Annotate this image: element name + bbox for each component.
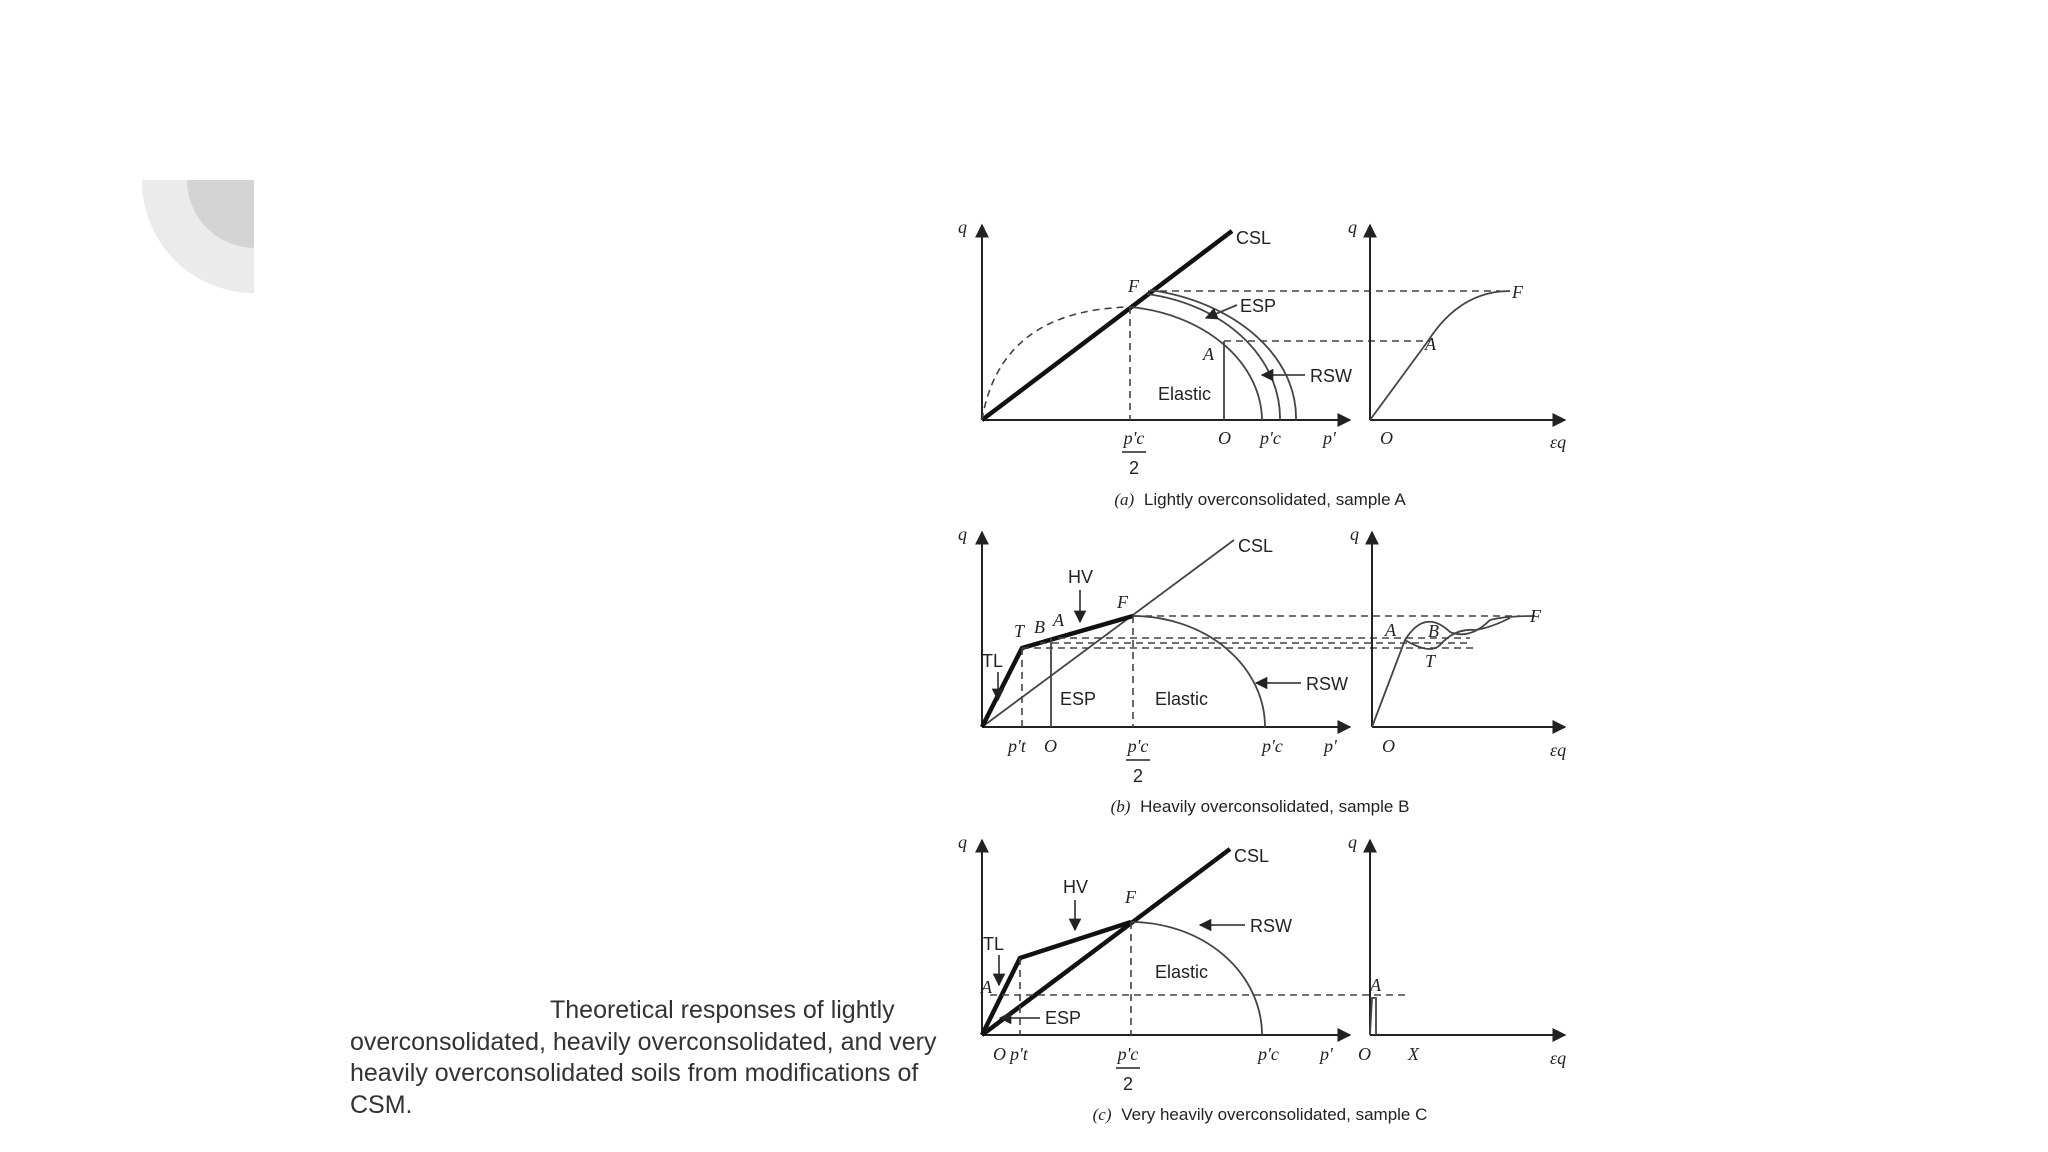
tl-label: TL: [983, 934, 1005, 954]
curve-F-label: F: [1512, 282, 1523, 302]
curve-A-label: A: [1425, 334, 1436, 354]
rsw-yield-surface: [1133, 616, 1265, 727]
hv-label: HV: [1063, 877, 1089, 897]
curve-A-label: A: [1385, 620, 1396, 640]
panel-b-letter: (b): [1110, 797, 1131, 816]
eps-q-label: εq: [1550, 432, 1567, 452]
figure-caption: Theoretical responses of lightly overconsolidated, heavily overconsolidated, and very heavily overconsolidated soils from modifications of CSM.: [350, 996, 937, 1119]
point-F-label: F: [1125, 887, 1136, 907]
pc-over-2-numerator: p'c: [1123, 428, 1145, 448]
stress-strain-curve: [1370, 998, 1376, 1035]
q-label: q: [958, 217, 967, 237]
hv-label: HV: [1068, 567, 1094, 587]
p-prime-label: p': [1320, 1044, 1333, 1064]
point-F-label: F: [1128, 276, 1139, 296]
pt-label: p't: [1008, 736, 1026, 756]
point-B-label: B: [1034, 617, 1045, 637]
panel-a-text: Lightly overconsolidated, sample A: [1143, 490, 1406, 509]
pc-label: p'c: [1260, 428, 1281, 448]
rsw-label: RSW: [1250, 916, 1292, 936]
pc-over-2-denominator: 2: [1122, 1074, 1134, 1094]
q-label: q: [958, 524, 967, 544]
esp-label: ESP: [1240, 296, 1277, 316]
panel-c: [958, 832, 1566, 1124]
curve-T-label: T: [1425, 651, 1436, 671]
esp-label: ESP: [1060, 689, 1097, 709]
rsw-label: RSW: [1310, 366, 1352, 386]
point-A-label: A: [1203, 344, 1214, 364]
pc-over-2-denominator: 2: [1132, 766, 1144, 786]
q-label-right: q: [1350, 524, 1359, 544]
q-label-right: q: [1348, 832, 1357, 852]
origin-O-right: O: [1382, 736, 1395, 756]
eps-q-label: εq: [1550, 1048, 1567, 1068]
panel-c-letter: (c): [1092, 1105, 1112, 1124]
panel-a-letter: (a): [1114, 490, 1135, 509]
point-F-label: F: [1117, 592, 1128, 612]
panel-a-caption: [1114, 490, 1406, 509]
csl-label: CSL: [1236, 228, 1272, 248]
pc-over-2-numerator: p'c: [1117, 1044, 1139, 1064]
p-prime-label: p': [1324, 736, 1337, 756]
point-A-label: A: [1053, 610, 1064, 630]
q-label: q: [958, 832, 967, 852]
panel-a: [958, 217, 1566, 509]
stress-strain-curve: [1370, 291, 1510, 420]
curve-A-label: A: [1370, 975, 1381, 995]
origin-O-label: O: [1044, 736, 1057, 756]
origin-O-label: O: [1218, 428, 1231, 448]
panel-c-caption: [1093, 1105, 1428, 1124]
curve-F-label: F: [1530, 606, 1541, 626]
pc-over-2-denominator: 2: [1128, 458, 1140, 478]
eps-q-label: εq: [1550, 740, 1567, 760]
tl-label: TL: [982, 651, 1004, 671]
esp-label: ESP: [1045, 1008, 1082, 1028]
elastic-label: Elastic: [1155, 689, 1209, 709]
curve-B-label: B: [1428, 621, 1439, 641]
origin-O-label: O: [993, 1044, 1006, 1064]
pc-label: p'c: [1258, 1044, 1279, 1064]
elastic-label: Elastic: [1158, 384, 1212, 404]
origin-O-right: O: [1380, 428, 1393, 448]
stress-strain-curve-ab: [1372, 616, 1535, 727]
q-label-right: q: [1348, 217, 1357, 237]
pt-label: p't: [1010, 1044, 1028, 1064]
csl-label: CSL: [1234, 846, 1270, 866]
panel-b-caption: [1111, 797, 1410, 816]
x-label: X: [1408, 1044, 1419, 1064]
panel-b-text: Heavily overconsolidated, sample B: [1140, 797, 1410, 816]
panel-c-text: Very heavily overconsolidated, sample C: [1121, 1105, 1428, 1124]
pc-over-2-numerator: p'c: [1127, 736, 1149, 756]
elastic-label: Elastic: [1155, 962, 1209, 982]
origin-O-right: O: [1358, 1044, 1371, 1064]
csl-label: CSL: [1238, 536, 1274, 556]
pc-label: p'c: [1262, 736, 1283, 756]
panel-b: [958, 524, 1566, 816]
point-A-label: A: [981, 977, 992, 997]
rsw-label: RSW: [1306, 674, 1348, 694]
p-prime-label: p': [1323, 428, 1336, 448]
point-T-label: T: [1014, 621, 1025, 641]
